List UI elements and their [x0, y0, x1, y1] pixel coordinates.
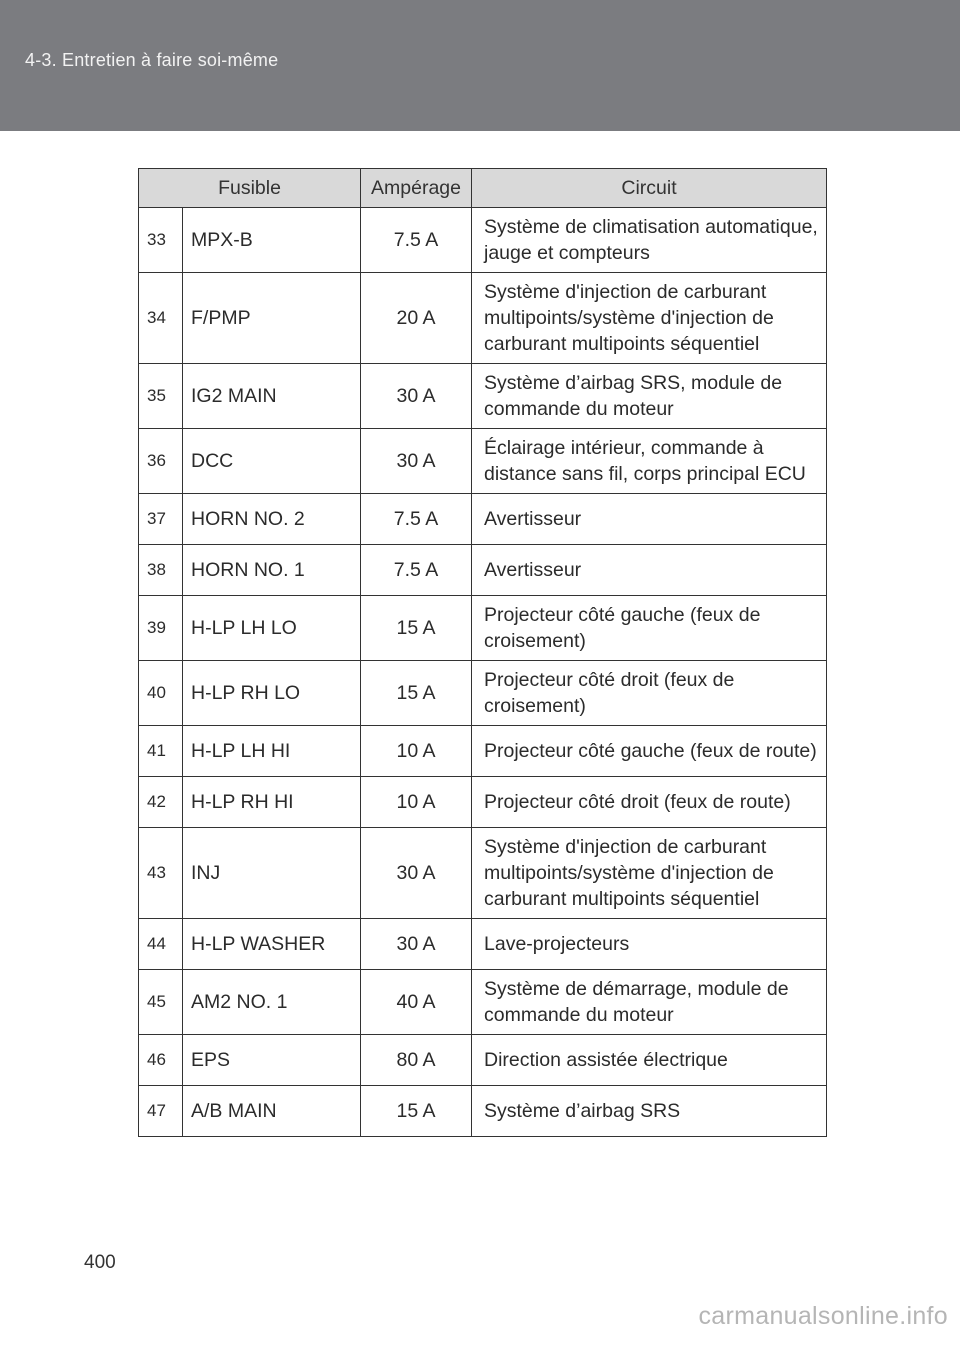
- fuse-name-cell: INJ: [183, 828, 361, 919]
- fuse-name-cell: F/PMP: [183, 273, 361, 364]
- circuit-cell: Projecteur côté droit (feux de route): [472, 777, 827, 828]
- fuse-name-cell: HORN NO. 1: [183, 545, 361, 596]
- table-row: [139, 777, 827, 828]
- amperage-cell: 7.5 A: [361, 208, 472, 273]
- amperage-cell: 40 A: [361, 970, 472, 1035]
- fuse-name-cell: EPS: [183, 1035, 361, 1086]
- table-row: [139, 1035, 827, 1086]
- table-row: [139, 970, 827, 1035]
- fuse-number-cell: 43: [139, 828, 183, 919]
- amperage-cell: 10 A: [361, 777, 472, 828]
- circuit-cell: Projecteur côté droit (feux de croisement): [472, 661, 827, 726]
- circuit-cell: Direction assistée électrique: [472, 1035, 827, 1086]
- table-row: [139, 1086, 827, 1137]
- amperage-cell: 10 A: [361, 726, 472, 777]
- fuse-name-cell: H-LP RH HI: [183, 777, 361, 828]
- circuit-cell: Avertisseur: [472, 494, 827, 545]
- section-title: 4-3. Entretien à faire soi-même: [25, 50, 279, 70]
- fuse-number-cell: 38: [139, 545, 183, 596]
- table-row: [139, 494, 827, 545]
- table-row: [139, 596, 827, 661]
- fuse-number-cell: 42: [139, 777, 183, 828]
- amperage-cell: 20 A: [361, 273, 472, 364]
- fuse-name-cell: MPX-B: [183, 208, 361, 273]
- column-header-circuit: Circuit: [472, 169, 827, 208]
- fuse-number-cell: 45: [139, 970, 183, 1035]
- circuit-cell: Éclairage intérieur, commande à distance sans fil, corps principal ECU: [472, 429, 827, 494]
- table-row: [139, 828, 827, 919]
- table-row: [139, 919, 827, 970]
- circuit-cell: Système de climatisation automatique, jauge et compteurs: [472, 208, 827, 273]
- fuse-number-cell: 34: [139, 273, 183, 364]
- fuse-table: [138, 168, 827, 1137]
- circuit-cell: Projecteur côté gauche (feux de route): [472, 726, 827, 777]
- amperage-cell: 7.5 A: [361, 545, 472, 596]
- table-row: [139, 726, 827, 777]
- amperage-cell: 30 A: [361, 429, 472, 494]
- fuse-name-cell: HORN NO. 2: [183, 494, 361, 545]
- fuse-name-cell: H-LP RH LO: [183, 661, 361, 726]
- fuse-number-cell: 44: [139, 919, 183, 970]
- table-row: [139, 661, 827, 726]
- fuse-number-cell: 40: [139, 661, 183, 726]
- fuse-number-cell: 39: [139, 596, 183, 661]
- column-header-amperage: Ampérage: [361, 169, 472, 208]
- amperage-cell: 15 A: [361, 661, 472, 726]
- fuse-number-cell: 35: [139, 364, 183, 429]
- fuse-number-cell: 36: [139, 429, 183, 494]
- circuit-cell: Système d'injection de carburant multipoints/système d'injection de carburant multipoints séquentiel: [472, 273, 827, 364]
- column-header-fuse: Fusible: [139, 169, 361, 208]
- fuse-name-cell: AM2 NO. 1: [183, 970, 361, 1035]
- amperage-cell: 80 A: [361, 1035, 472, 1086]
- fuse-name-cell: IG2 MAIN: [183, 364, 361, 429]
- circuit-cell: Lave-projecteurs: [472, 919, 827, 970]
- circuit-cell: Avertisseur: [472, 545, 827, 596]
- table-header-row: [139, 169, 827, 208]
- fuse-number-cell: 41: [139, 726, 183, 777]
- amperage-cell: 15 A: [361, 596, 472, 661]
- fuse-name-cell: A/B MAIN: [183, 1086, 361, 1137]
- watermark: carmanualsonline.info: [698, 1302, 948, 1330]
- table-row: [139, 273, 827, 364]
- fuse-name-cell: H-LP LH HI: [183, 726, 361, 777]
- circuit-cell: Système de démarrage, module de commande du moteur: [472, 970, 827, 1035]
- table-row: [139, 545, 827, 596]
- table-body: [139, 208, 827, 1137]
- fuse-name-cell: H-LP LH LO: [183, 596, 361, 661]
- amperage-cell: 30 A: [361, 828, 472, 919]
- amperage-cell: 15 A: [361, 1086, 472, 1137]
- circuit-cell: Système d’airbag SRS: [472, 1086, 827, 1137]
- table-row: [139, 364, 827, 429]
- fuse-name-cell: H-LP WASHER: [183, 919, 361, 970]
- fuse-number-cell: 33: [139, 208, 183, 273]
- circuit-cell: Projecteur côté gauche (feux de croisement): [472, 596, 827, 661]
- header-band: [0, 0, 960, 131]
- fuse-name-cell: DCC: [183, 429, 361, 494]
- amperage-cell: 7.5 A: [361, 494, 472, 545]
- fuse-number-cell: 46: [139, 1035, 183, 1086]
- circuit-cell: Système d'injection de carburant multipoints/système d'injection de carburant multipoints séquentiel: [472, 828, 827, 919]
- table-row: [139, 208, 827, 273]
- fuse-number-cell: 47: [139, 1086, 183, 1137]
- amperage-cell: 30 A: [361, 364, 472, 429]
- table-row: [139, 429, 827, 494]
- amperage-cell: 30 A: [361, 919, 472, 970]
- fuse-number-cell: 37: [139, 494, 183, 545]
- page-number: 400: [84, 1252, 116, 1273]
- circuit-cell: Système d’airbag SRS, module de commande du moteur: [472, 364, 827, 429]
